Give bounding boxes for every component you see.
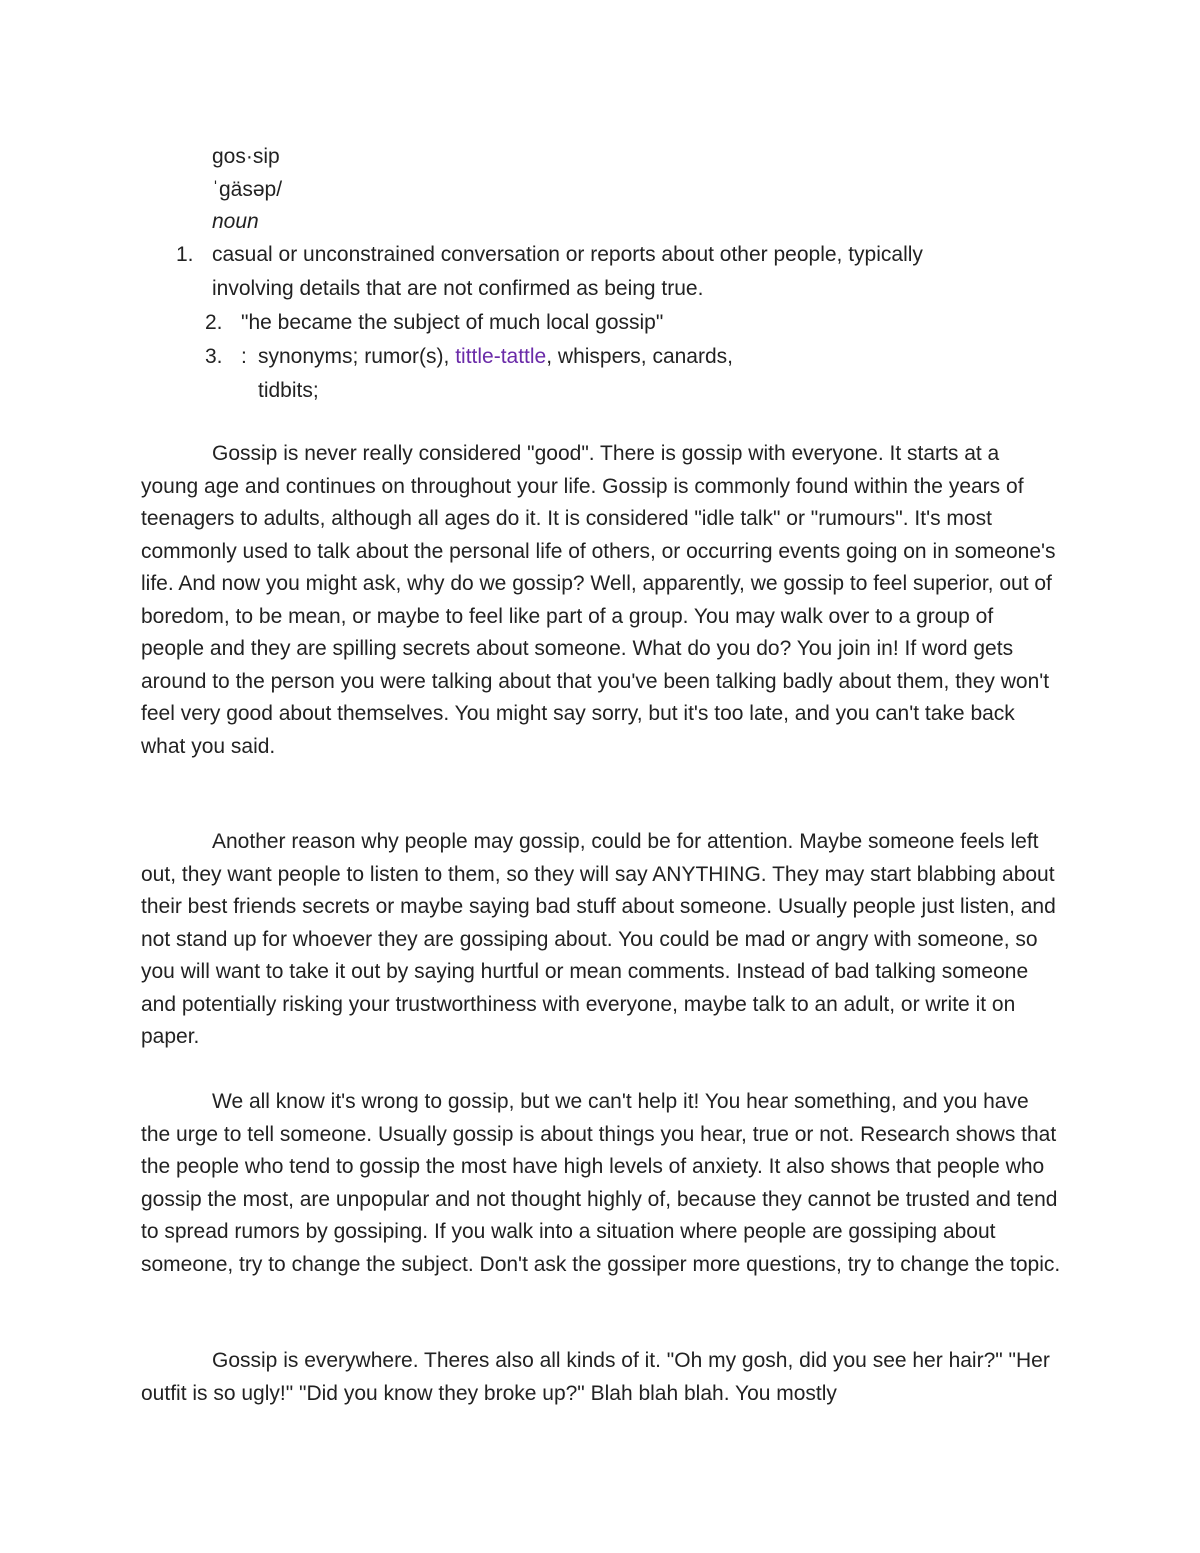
- pronunciation: ˈgäsəp/: [212, 178, 283, 201]
- item-number-3: 3.: [205, 345, 223, 368]
- body-paragraph-4: Gossip is everywhere. Theres also all kinds of it. "Oh my gosh, did you see her hair?" "Her outfit is so ugly!" "Did you know they broke up?" Blah blah blah. You mostly: [141, 1349, 1050, 1405]
- definition-item-1-line-1: casual or unconstrained conversation or reports about other people, typically: [212, 243, 923, 266]
- body-paragraph-1: Gossip is never really considered "good". There is gossip with everyone. It starts at a young age and continues on throughout your life. Gossip is commonly found within the years of teenagers to adults, although all ages do it. It is considered "idle talk" or "rumours". It's most commonly used to talk about the personal life of others, or occurring events going on in someone's life. And now you might ask, why do we gossip? Well, apparently, we gossip to feel superior, out of boredom, to be mean, or maybe to feel like part of a group. You may walk over to a group of people and they are spilling secrets about someone. What do you do? You join in! If word gets around to the person you were talking about that you've been talking badly about them, they won't feel very good about themselves. You might say sorry, but it's too late, and you can't take back what you said.: [141, 442, 1056, 758]
- headword: gos·sip: [212, 145, 280, 168]
- item-number-2: 2.: [205, 311, 223, 334]
- body-paragraph-2: Another reason why people may gossip, could be for attention. Maybe someone feels left out, they want people to listen to them, so they will say ANYTHING. They may start blabbing about their best friends secrets or maybe saying bad stuff about someone. Usually people just listen, and not stand up for whoever they are gossiping about. You could be mad or angry with someone, so you will want to take it out by saying hurtful or mean comments. Instead of bad talking someone and potentially risking your trustworthiness with everyone, maybe talk to an adult, or write it on paper.: [141, 830, 1056, 1048]
- item-number-1: 1.: [176, 243, 194, 266]
- synonyms-line-2: tidbits;: [258, 379, 319, 402]
- definition-item-1-line-2: involving details that are not confirmed as being true.: [212, 277, 704, 300]
- synonyms-colon: :: [241, 345, 247, 368]
- tittle-tattle-link[interactable]: tittle-tattle: [455, 345, 547, 368]
- synonyms-line: [258, 344, 733, 370]
- body-paragraph-3: We all know it's wrong to gossip, but we can't help it! You hear something, and you have the urge to tell someone. Usually gossip is about things you hear, true or not. Research shows that the people who tend to gossip the most have high levels of anxiety. It also shows that people who gossip the most, are unpopular and not thought highly of, because they cannot be trusted and tend to spread rumors by gossiping. If you walk into a situation where people are gossiping about someone, try to change the subject. Don't ask the gossiper more questions, try to change the topic.: [141, 1090, 1061, 1276]
- synonyms-prefix: synonyms; rumor(s),: [258, 345, 456, 368]
- example-quote: "he became the subject of much local gossip": [241, 311, 664, 334]
- part-of-speech: noun: [212, 210, 259, 233]
- synonyms-suffix: , whispers, canards,: [546, 345, 733, 368]
